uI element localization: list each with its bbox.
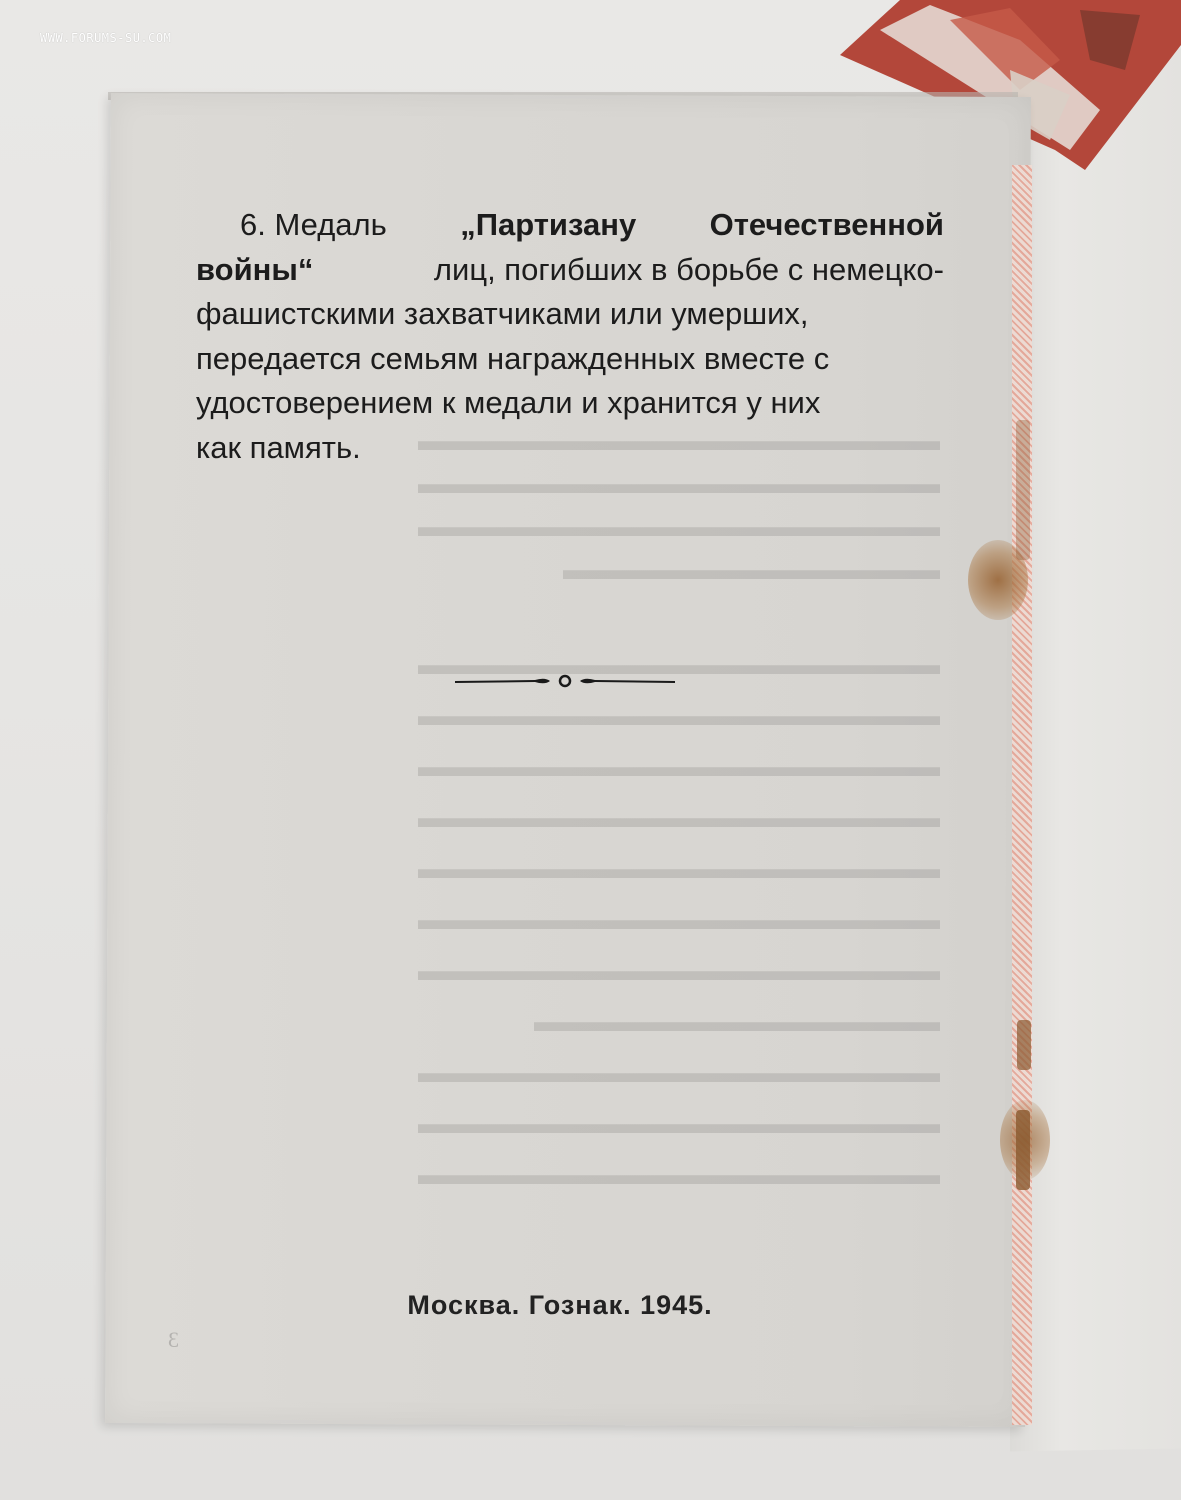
medal-name-part-2: Отечественной [709,207,944,242]
line3-text: фашистскими захватчиками или умерших, [196,296,809,331]
site-watermark: WWW.FORUMS-SU.COM [40,31,172,45]
page-number-bleed: 3 [168,1327,179,1352]
line5-text: удостоверением к медали и хранится у них [196,385,821,420]
paragraph-line-6 [196,426,944,471]
medal-name-part-3: войны“ [196,251,314,287]
paragraph-line-3 [196,292,944,337]
right-page [1010,49,1181,1452]
paragraph-line-5 [196,381,944,426]
ornament-divider-icon [450,666,680,696]
line4-text: передается семьям награжденных вместе с [196,340,830,376]
spine-binding-strip [1012,165,1032,1425]
binding-staple-top [1016,420,1030,560]
line6-text: как память. [196,429,361,465]
line1-text-a: 6. Медаль [240,207,387,242]
medal-paragraph [196,203,944,470]
binding-staple-bottom [1016,1110,1030,1190]
publisher-imprint: Москва. Гознак. 1945. [407,1290,713,1320]
binding-staple-middle [1017,1020,1031,1070]
medal-name-part-1: „Партизану [460,207,637,242]
paragraph-line-1 [196,203,944,248]
bleed-through-text: ▬▬▬▬▬▬▬▬▬▬▬▬▬▬▬▬▬▬ ▬▬▬▬▬▬▬▬▬▬▬▬▬▬▬▬▬▬ ▬▬▬▬▬▬▬▬▬▬▬▬▬▬▬▬▬▬ ▬▬▬▬▬▬▬▬▬▬▬▬▬ [418,425,940,586]
bleed-through-text: ▬▬▬▬▬▬▬▬▬▬▬▬▬▬▬▬▬▬ ▬▬▬▬▬▬▬▬▬▬▬▬▬▬▬▬▬▬ ▬▬▬▬▬▬▬▬▬▬▬▬▬▬▬▬▬▬ ▬▬▬▬▬▬▬▬▬▬▬▬▬▬▬▬▬▬ ▬▬▬▬▬▬▬▬▬▬▬▬▬▬▬▬▬▬ ▬▬▬▬▬▬▬▬▬▬▬▬▬▬▬▬▬▬ ▬▬▬▬▬▬▬▬▬▬▬▬▬▬▬▬▬▬ ▬▬▬▬▬▬▬▬▬▬▬▬▬▬ ▬▬▬▬▬▬▬▬▬▬▬▬▬▬▬▬▬▬ ▬▬▬▬▬▬▬▬▬▬▬▬▬▬▬▬▬▬ ▬▬▬▬▬▬▬▬▬▬▬▬▬▬▬▬▬▬ [418,649,940,1191]
paragraph-line-2 [196,248,944,293]
paragraph-line-4 [196,337,944,382]
line2-text-b: лиц, погибших в борьбе с немецко- [433,251,944,287]
